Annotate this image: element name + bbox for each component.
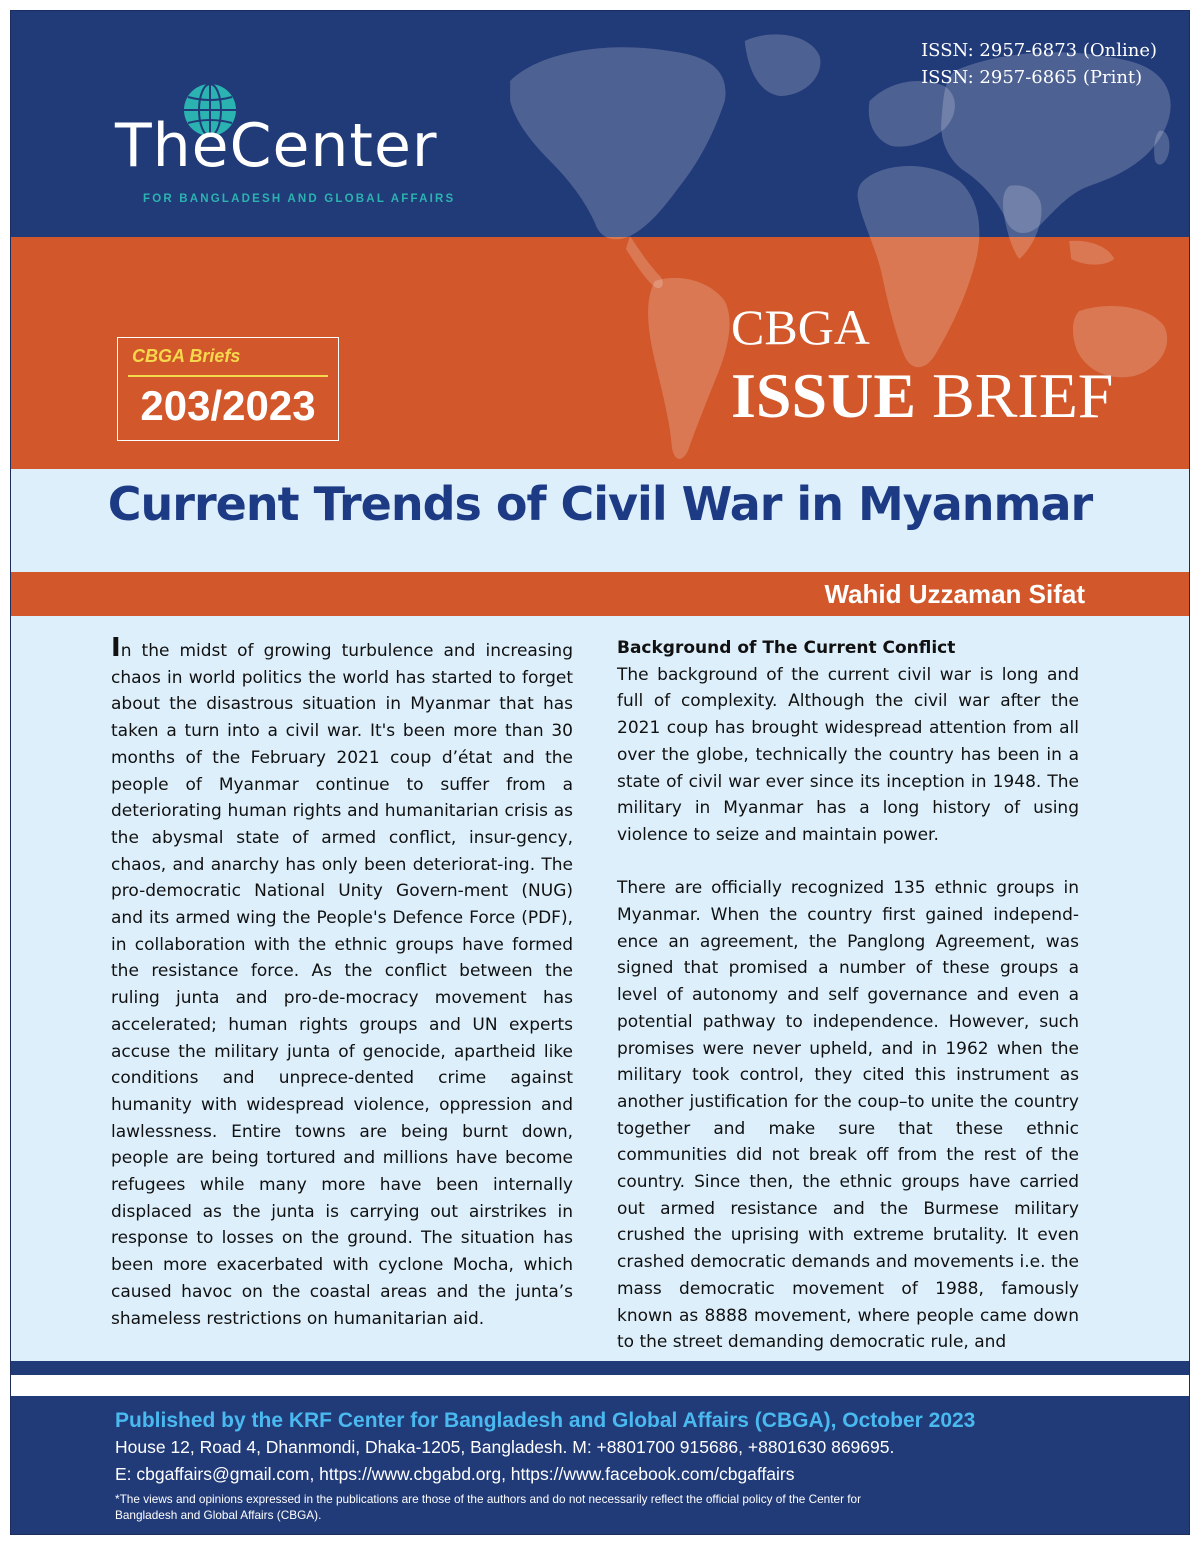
right-column [617,635,1079,1356]
article-author: Wahid Uzzaman Sifat [824,579,1085,609]
section-heading: Background of The Current Conflict [617,638,956,658]
article-title: Current Trends of Civil War in Myanmar [107,477,1093,531]
paragraph-spacer [617,849,1079,876]
issue-heading-bold: ISSUE [731,360,916,431]
thecenter-logo [115,81,475,211]
issue-heading-top: CBGA [731,299,870,355]
issn-block [921,37,1157,91]
body-paragraph-2: There are officially recognized 135 ethnic groups in Myanmar. When the country first gained independ-ence an agreement, the Panglong Agreement, was signed that promised a number of these groups a level of autonomy and self governance and even a potential pathway to independence. However, such promises were never upheld, and in 1962 when the military took control, they cited this instrument as another justification for the coup–to unite the country together and make sure that these ethnic communities did not break off from the rest of the country. Since then, the ethnic groups have carried out armed resistance and the Burmese military crushed the uprising with extreme brutality. It even crashed democratic demands and movements i.e. the mass democratic movement of 1988, famously known as 8888 movement, where people came down to the street demanding democratic rule, and [617,878,1079,1353]
footer-top-rule [11,1361,1189,1375]
publisher-line: Published by the KRF Center for Bangladesh and Global Affairs (CBGA), October 2023 [115,1409,976,1432]
left-column [111,635,573,1332]
brief-page [10,10,1190,1535]
brief-number-box [117,337,339,441]
intro-text: n the midst of growing turbulence and increasing chaos in world politics the world has started to forget about the disastrous situation in Myanmar that has taken a turn into a civil war. It's been more than 30 months of the February 2021 coup d’état and the people of Myanmar continue to suffer from a deteriorating human rights and humanitarian crisis as the abysmal state of armed conflict, insur-gency, chaos, and anarchy has only been deteriorat-ing. The pro-democratic National Unity Govern-ment (NUG) and its armed wing the People's Defence Force (PDF), in collaboration with the ethnic groups have formed the resistance force. As the conflict between the ruling junta and pro-de-mocracy movement has accelerated; human rights groups and UN experts accuse the military junta of genocide, apartheid like conditions and unprece-dented crime against humanity with widespread violence, oppression and lawlessness. Entire towns are being burnt down, people are being tortured and millions have become refugees while many more have been internally displaced as the junta is carrying out airstrikes in response to losses on the ground. The situation has been more exacerbated with cyclone Mocha, which caused havoc on the coastal areas and the junta’s shameless restrictions on humanitarian aid. [111,641,573,1329]
contact-line: E: cbgaffairs@gmail.com, https://www.cbgabd.org, https://www.facebook.com/cbgaffairs [115,1464,795,1484]
issue-heading-bottom [731,361,1113,431]
issue-heading-light: BRIEF [932,360,1114,431]
issn-online: ISSN: 2957-6873 (Online) [921,40,1157,61]
series-rule [128,375,328,377]
intro-dropcap: I [111,633,121,663]
address-line: House 12, Road 4, Dhanmondi, Dhaka-1205, Bangladesh. M: +8801700 915686, +8801630 869695. [115,1437,895,1457]
series-label: CBGA Briefs [132,346,241,366]
issn-print: ISSN: 2957-6865 (Print) [921,67,1143,88]
intro-paragraph [111,635,573,1332]
brief-number: 203/2023 [140,382,316,429]
disclaimer: *The views and opinions expressed in the publications are those of the authors and do not necessarily reflect the official policy of the Center for Bangladesh and Global Affairs (CBGA). [115,1492,862,1522]
body-paragraph-1: The background of the current civil war is long and full of complexity. Although the civil war after the 2021 coup has brought widespread attention from all over the globe, technically the country has been in a state of civil war ever since its inception in 1948. The military in Myanmar has a long history of using violence to seize and maintain power. [617,664,1079,845]
logo-wordmark: TheCenter [115,111,438,181]
logo-tagline: FOR BANGLADESH AND GLOBAL AFFAIRS [143,193,456,205]
footer-strip [11,1375,1189,1396]
